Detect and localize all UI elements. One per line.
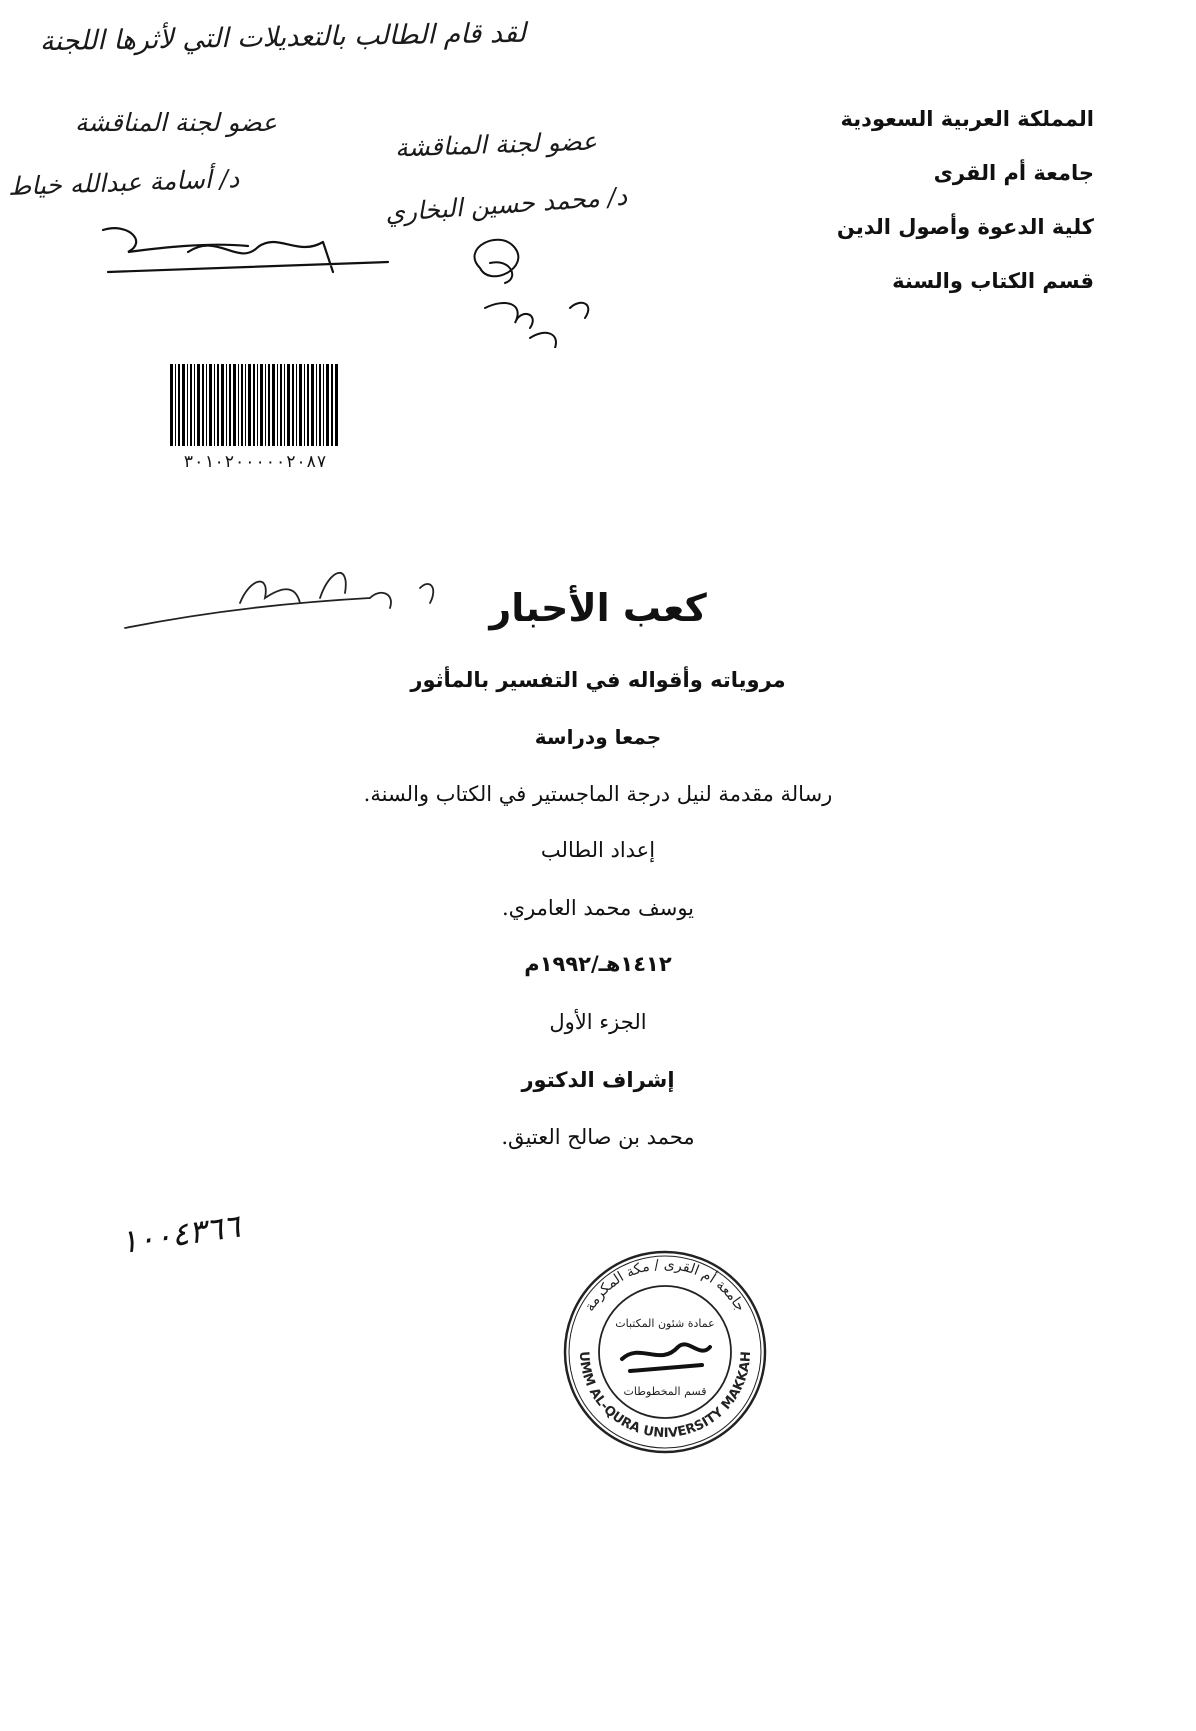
stamp-inner-bottom: قسم المخطوطات xyxy=(623,1385,707,1398)
header-line-department: قسم الكتاب والسنة xyxy=(892,269,1094,293)
stamp-inner-top: عمادة شئون المكتبات xyxy=(615,1317,715,1330)
supervision-label: إشراف الدكتور xyxy=(521,1068,675,1092)
thesis-subtitle: مروياته وأقواله في التفسير بالمأثور xyxy=(410,668,786,692)
thesis-title: كعب الأحبار xyxy=(489,586,707,630)
thesis-collection-line: جمعا ودراسة xyxy=(534,725,662,749)
stamp-handwritten-mark xyxy=(622,1344,710,1371)
handwritten-committee-label-right: عضو لجنة المناقشة xyxy=(394,126,598,163)
header-line-university: جامعة أم القرى xyxy=(933,161,1094,185)
student-name: يوسف محمد العامري. xyxy=(501,896,695,920)
library-stamp xyxy=(560,1247,770,1457)
signature-left xyxy=(88,212,398,292)
handwritten-member-name-right: د/ محمد حسين البخاري xyxy=(384,181,629,228)
volume-label: الجزء الأول xyxy=(549,1010,647,1034)
institution-header xyxy=(837,92,1094,308)
supervisor-name: محمد بن صالح العتيق. xyxy=(501,1125,695,1149)
handwritten-accession-number: ١٠٠٤٣٦٦ xyxy=(117,1206,243,1262)
handwritten-approval-note: لقد قام الطالب بالتعديلات التي لأثرها اللجنة xyxy=(39,17,527,58)
stamp-outer-arabic: جامعة أم القرى / مكة المكرمة xyxy=(581,1256,749,1315)
barcode-number: ٣٠١٠٢٠٠٠٠٠٢٠٨٧ xyxy=(183,452,327,472)
signature-right xyxy=(460,228,610,348)
stamp-outer-english: UMM AL-QURA UNIVERSITY MAKKAH xyxy=(575,1350,755,1442)
prepared-by-label: إعداد الطالب xyxy=(540,838,656,862)
thesis-date: ١٤١٢هـ/١٩٩٢م xyxy=(524,952,672,976)
header-line-kingdom: المملكة العربية السعودية xyxy=(840,107,1094,131)
header-line-college: كلية الدعوة وأصول الدين xyxy=(836,215,1094,239)
thesis-degree-statement: رسالة مقدمة لنيل درجة الماجستير في الكتاب والسنة. xyxy=(363,782,833,806)
handwritten-member-name-left: د/ أسامة عبدالله خياط xyxy=(7,163,240,202)
barcode xyxy=(170,364,338,446)
handwritten-committee-label-left: عضو لجنة المناقشة xyxy=(75,108,277,137)
